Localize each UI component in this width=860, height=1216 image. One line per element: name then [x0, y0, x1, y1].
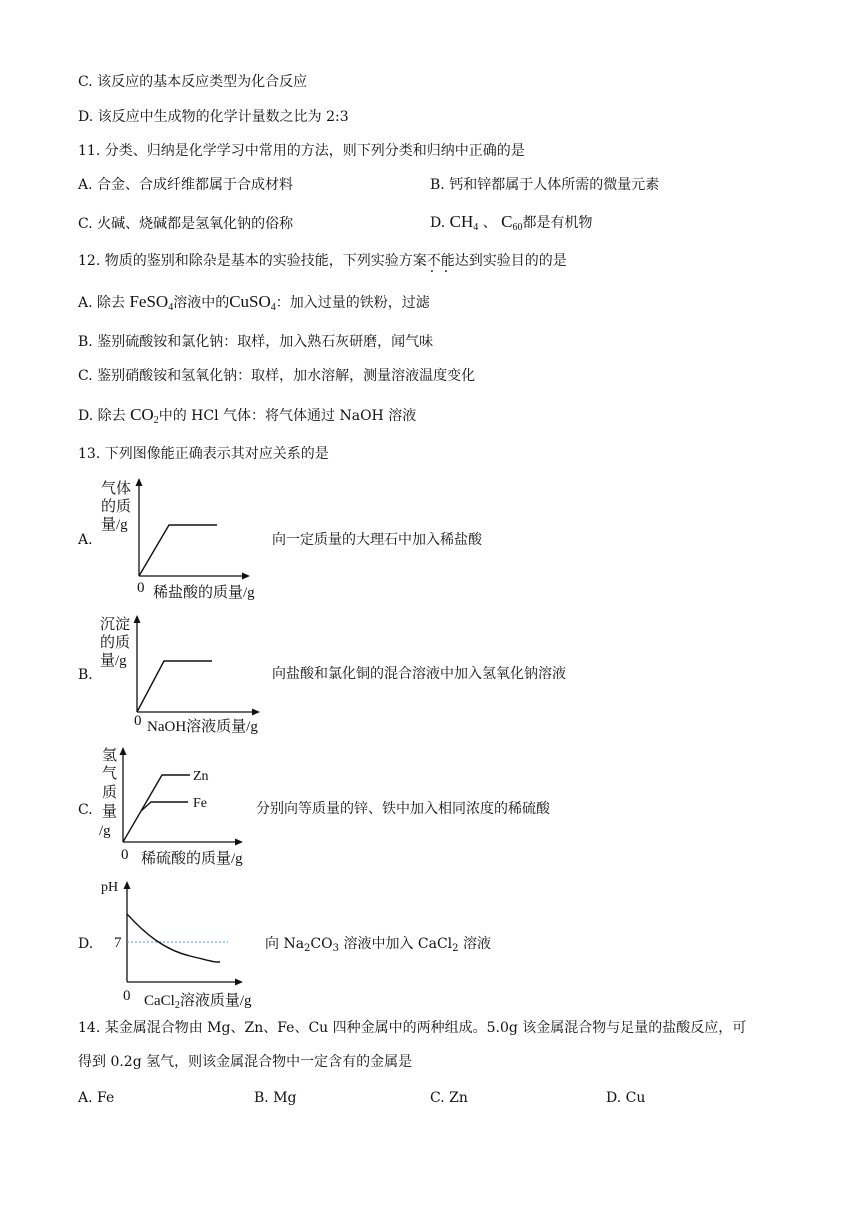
- q14-option-a: A. Fe: [78, 1090, 115, 1106]
- q12-option-a-prefix: A. 除去: [78, 295, 126, 311]
- q11-option-d-suffix: 都是有机物: [522, 215, 593, 231]
- q12-option-d-prefix: D. 除去: [78, 408, 126, 424]
- ylabel-line-1: 气体: [101, 481, 132, 497]
- series-zn-label: Zn: [193, 769, 209, 784]
- ylabel-line-3: 量/g: [100, 653, 127, 669]
- q14-option-b: B. Mg: [254, 1090, 297, 1106]
- xlabel: [144, 991, 252, 1011]
- q12-stem: [78, 251, 567, 271]
- q12-formula-feso4-main: FeSO: [129, 292, 169, 311]
- q12-formula-co2-main: CO: [130, 405, 154, 424]
- q12-stem-emph-1: 不: [426, 253, 441, 269]
- q12-formula-cuso4-main: CuSO: [229, 292, 271, 311]
- y-axis-arrow: [136, 478, 143, 486]
- y-axis-arrow: [134, 615, 141, 623]
- tick-7: 7: [114, 935, 122, 951]
- xlabel: 稀硫酸的质量/g: [141, 851, 243, 867]
- q12-formula-co2: [130, 405, 159, 424]
- desc-d: 溶液: [458, 936, 491, 952]
- q12-option-b: B. 鉴别硫酸铵和氯化钠：取样，加入熟石灰研磨，闻气味: [78, 334, 434, 350]
- xlabel: NaOH溶液质量/g: [147, 719, 258, 735]
- q13-graph-b-svg: [95, 612, 285, 742]
- q12-option-a-suffix: ：加入过量的铁粉，过滤: [275, 295, 430, 311]
- q12-option-d-suffix: 中的 HCl 气体：将气体通过 NaOH 溶液: [158, 408, 417, 424]
- q12-option-a: [78, 292, 430, 313]
- q14-option-c: C. Zn: [430, 1090, 468, 1106]
- q13-graph-d-svg: [95, 876, 285, 1011]
- q12-stem-b: 达到实验目的的是: [454, 253, 567, 269]
- q13-graph-d: [95, 876, 285, 1015]
- y-axis-arrow: [124, 881, 131, 889]
- q14-option-d: D. Cu: [606, 1090, 646, 1106]
- ylabel-line-2: 气: [102, 766, 118, 782]
- x-axis-arrow: [252, 709, 260, 716]
- ylabel: pH: [101, 880, 119, 895]
- x-axis-arrow: [235, 839, 243, 846]
- q13-graph-a-svg: [95, 476, 285, 606]
- ylabel-line-3: 质: [102, 785, 118, 801]
- q13-option-c-label: C.: [78, 802, 93, 818]
- xlabel: 稀盐酸的质量/g: [153, 585, 255, 601]
- ylabel-line-1: 氢: [102, 748, 118, 764]
- ylabel-line-1: 沉淀: [100, 617, 131, 633]
- q13-option-b-desc: 向盐酸和氯化铜的混合溶液中加入氢氧化钠溶液: [272, 666, 566, 682]
- ph-curve: [127, 914, 220, 962]
- ylabel-line-5: /g: [99, 823, 111, 839]
- q11-formula-c60-sub: 60: [512, 222, 523, 233]
- q13-option-a-desc: 向一定质量的大理石中加入稀盐酸: [272, 532, 482, 548]
- q11-option-d: [430, 212, 593, 233]
- q11-stem: 11. 分类、归纳是化学学习中常用的方法，则下列分类和归纳中正确的是: [78, 143, 525, 159]
- q13-graph-b: [95, 612, 285, 746]
- q11-formula-c60: [501, 212, 522, 231]
- q13-option-b-label: B.: [78, 667, 93, 683]
- x-axis-arrow: [242, 573, 250, 580]
- q11-formula-ch4-main: CH: [449, 212, 474, 231]
- origin-label: 0: [137, 580, 145, 596]
- desc-b: CO: [310, 936, 333, 952]
- q12-formula-cuso4: [229, 292, 276, 311]
- q13-stem: 13. 下列图像能正确表示其对应关系的是: [78, 446, 329, 462]
- desc-sub-2: 3: [332, 943, 339, 954]
- q12-stem-a: 12. 物质的鉴别和除杂是基本的实验技能，下列实验方案: [78, 253, 427, 269]
- q11-option-d-prefix: D.: [430, 215, 446, 231]
- desc-c: 溶液中加入 CaCl: [339, 936, 453, 952]
- xlabel-sub: 2: [174, 1000, 180, 1011]
- q11-formula-ch4: [450, 212, 479, 231]
- curve: [139, 525, 217, 576]
- q10-option-d: D. 该反应中生成物的化学计量数之比为 2:3: [78, 109, 349, 125]
- ylabel-line-2: 的质: [101, 499, 132, 515]
- ylabel-line-2: 的质: [100, 635, 131, 651]
- ylabel-line-3: 量/g: [101, 517, 128, 533]
- q11-formula-c60-main: C: [501, 212, 513, 231]
- q11-option-c: C. 火碱、烧碱都是氢氧化钠的俗称: [78, 216, 294, 232]
- q13-graph-a: [95, 476, 285, 610]
- origin-label: 0: [121, 847, 129, 863]
- y-axis-arrow: [120, 747, 127, 755]
- desc-sub-3: 2: [452, 943, 459, 954]
- series-fe-label: Fe: [193, 796, 207, 811]
- q12-formula-co2-sub: 2: [153, 415, 159, 426]
- curve: [137, 661, 212, 712]
- origin-label: 0: [134, 713, 142, 729]
- q11-option-d-sep: 、: [482, 215, 497, 231]
- q12-formula-feso4-sub: 4: [168, 302, 174, 313]
- q11-option-a: A. 合金、合成纤维都属于合成材料: [78, 177, 294, 193]
- q11-formula-ch4-sub: 4: [473, 222, 479, 233]
- q14-stem-line-1: 14. 某金属混合物由 Mg、Zn、Fe、Cu 四种金属中的两种组成。5.0g 该金属混合物与足量的盐酸反应，可: [78, 1020, 747, 1036]
- origin-label: 0: [123, 988, 131, 1004]
- q12-formula-feso4: [129, 292, 173, 311]
- series-zn-line: [123, 775, 190, 842]
- q14-stem-line-2: 得到 0.2g 氢气，则该金属混合物中一定含有的金属是: [78, 1054, 413, 1070]
- q13-option-a-label: A.: [78, 532, 93, 548]
- q11-option-b: B. 钙和锌都属于人体所需的微量元素: [430, 177, 660, 193]
- desc-a: 向 Na: [265, 936, 305, 952]
- xlabel-a: CaCl: [144, 993, 175, 1009]
- q13-option-d-label: D.: [78, 936, 94, 952]
- ylabel-line-4: 量: [102, 804, 118, 820]
- desc-sub-1: 2: [304, 943, 311, 954]
- q13-option-d-desc: [265, 934, 491, 954]
- x-axis-arrow: [235, 979, 243, 986]
- series-fe-line: [141, 802, 188, 811]
- q12-option-a-mid: 溶液中的: [173, 295, 230, 311]
- q12-stem-emph-2: 能: [440, 253, 455, 269]
- q13-option-c-desc: 分别向等质量的锌、铁中加入相同浓度的稀硫酸: [256, 801, 550, 817]
- q12-formula-cuso4-sub: 4: [270, 302, 276, 313]
- q12-option-c: C. 鉴别硝酸铵和氢氧化钠：取样，加水溶解，测量溶液温度变化: [78, 368, 476, 384]
- q10-option-c: C. 该反应的基本反应类型为化合反应: [78, 74, 308, 90]
- xlabel-b: 溶液质量/g: [179, 993, 252, 1009]
- q12-option-d: [78, 405, 416, 426]
